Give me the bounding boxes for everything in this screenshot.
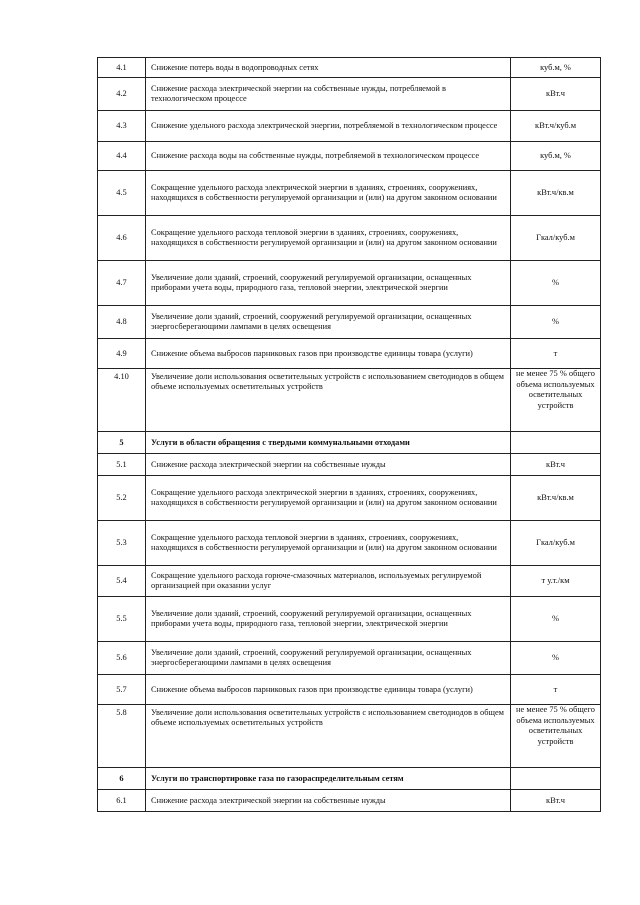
table-row xyxy=(98,216,601,261)
row-description: Увеличение доли использования осветительных устройств с использованием светодиодов в общем объеме используемых осветительных устройств xyxy=(146,705,511,768)
row-unit: куб.м, % xyxy=(511,142,601,171)
row-description: Увеличение доли зданий, строений, сооружений регулируемой организации, оснащенных энергосберегающими лампами в целях освещения xyxy=(146,306,511,339)
row-number: 4.9 xyxy=(98,339,146,369)
table-row xyxy=(98,171,601,216)
row-description: Снижение расхода электрической энергии на собственные нужды xyxy=(146,790,511,812)
row-number: 4.1 xyxy=(98,58,146,78)
row-unit: кВт.ч/кв.м xyxy=(511,171,601,216)
table-row xyxy=(98,566,601,597)
row-description: Увеличение доли зданий, строений, сооружений регулируемой организации, оснащенных приборами учета воды, природного газа, тепловой энергии, электрической энергии xyxy=(146,597,511,642)
row-description: Увеличение доли зданий, строений, сооружений регулируемой организации, оснащенных приборами учета воды, природного газа, тепловой энергии, электрической энергии xyxy=(146,261,511,306)
row-description: Увеличение доли использования осветительных устройств с использованием светодиодов в общем объеме используемых осветительных устройств xyxy=(146,369,511,432)
row-description: Сокращение удельного расхода горюче-смазочных материалов, используемых регулируемой организацией при оказании услуг xyxy=(146,566,511,597)
row-number: 5.4 xyxy=(98,566,146,597)
row-unit: Гкал/куб.м xyxy=(511,216,601,261)
row-number: 4.4 xyxy=(98,142,146,171)
table-row xyxy=(98,790,601,812)
row-description: Услуги в области обращения с твердыми коммунальными отходами xyxy=(146,432,511,454)
section-row xyxy=(98,768,601,790)
row-number: 5.7 xyxy=(98,675,146,705)
row-unit: не менее 75 % общего объема используемых осветительных устройств xyxy=(511,705,601,768)
row-number: 4.8 xyxy=(98,306,146,339)
row-unit: кВт.ч/куб.м xyxy=(511,111,601,142)
row-unit: % xyxy=(511,261,601,306)
table-row xyxy=(98,476,601,521)
row-description: Сокращение удельного расхода тепловой энергии в зданиях, строениях, сооружениях, находящихся в собственности регулируемой организации и (или) на другом законном основании xyxy=(146,521,511,566)
row-description: Сокращение удельного расхода электрической энергии в зданиях, строениях, сооружениях, находящихся в собственности регулируемой организации и (или) на другом законном основании xyxy=(146,476,511,521)
row-unit: не менее 75 % общего объема используемых осветительных устройств xyxy=(511,369,601,432)
row-number: 5.1 xyxy=(98,454,146,476)
row-number: 4.7 xyxy=(98,261,146,306)
table-row xyxy=(98,339,601,369)
row-number: 6.1 xyxy=(98,790,146,812)
row-unit: Гкал/куб.м xyxy=(511,521,601,566)
row-number: 4.6 xyxy=(98,216,146,261)
row-number: 4.10 xyxy=(98,369,146,432)
table-row xyxy=(98,306,601,339)
row-unit xyxy=(511,432,601,454)
table-row xyxy=(98,58,601,78)
row-description: Снижение удельного расхода электрической энергии, потребляемой в технологическом процессе xyxy=(146,111,511,142)
table-row xyxy=(98,642,601,675)
row-number: 5.2 xyxy=(98,476,146,521)
table-row xyxy=(98,521,601,566)
row-description: Снижение расхода воды на собственные нужды, потребляемой в технологическом процессе xyxy=(146,142,511,171)
row-description: Увеличение доли зданий, строений, сооружений регулируемой организации, оснащенных энергосберегающими лампами в целях освещения xyxy=(146,642,511,675)
row-unit: куб.м, % xyxy=(511,58,601,78)
row-number: 4.3 xyxy=(98,111,146,142)
row-unit: % xyxy=(511,642,601,675)
row-unit: кВт.ч/кв.м xyxy=(511,476,601,521)
row-number: 5.3 xyxy=(98,521,146,566)
row-unit: кВт.ч xyxy=(511,454,601,476)
measures-table xyxy=(97,57,601,812)
row-unit: т у.т./км xyxy=(511,566,601,597)
row-unit: т xyxy=(511,339,601,369)
row-description: Сокращение удельного расхода электрической энергии в зданиях, строениях, сооружениях, находящихся в собственности регулируемой организации и (или) на другом законном основании xyxy=(146,171,511,216)
row-unit: % xyxy=(511,306,601,339)
row-description: Снижение расхода электрической энергии на собственные нужды, потребляемой в технологическом процессе xyxy=(146,78,511,111)
table-row xyxy=(98,111,601,142)
row-description: Снижение объема выбросов парниковых газов при производстве единицы товара (услуги) xyxy=(146,675,511,705)
row-number: 5.6 xyxy=(98,642,146,675)
row-unit xyxy=(511,768,601,790)
document-page xyxy=(97,57,595,812)
row-unit: % xyxy=(511,597,601,642)
row-number: 5.8 xyxy=(98,705,146,768)
table-row xyxy=(98,705,601,768)
row-description: Снижение объема выбросов парниковых газов при производстве единицы товара (услуги) xyxy=(146,339,511,369)
table-body xyxy=(98,58,601,812)
table-row xyxy=(98,454,601,476)
table-row xyxy=(98,78,601,111)
table-row xyxy=(98,675,601,705)
row-number: 6 xyxy=(98,768,146,790)
row-unit: т xyxy=(511,675,601,705)
row-unit: кВт.ч xyxy=(511,78,601,111)
row-number: 5 xyxy=(98,432,146,454)
row-description: Снижение расхода электрической энергии на собственные нужды xyxy=(146,454,511,476)
table-row xyxy=(98,369,601,432)
table-row xyxy=(98,261,601,306)
table-row xyxy=(98,597,601,642)
row-description: Сокращение удельного расхода тепловой энергии в зданиях, строениях, сооружениях, находящихся в собственности регулируемой организации и (или) на другом законном основании xyxy=(146,216,511,261)
row-number: 4.5 xyxy=(98,171,146,216)
row-number: 4.2 xyxy=(98,78,146,111)
row-number: 5.5 xyxy=(98,597,146,642)
row-unit: кВт.ч xyxy=(511,790,601,812)
row-description: Услуги по транспортировке газа по газораспределительным сетям xyxy=(146,768,511,790)
row-description: Снижение потерь воды в водопроводных сетях xyxy=(146,58,511,78)
section-row xyxy=(98,432,601,454)
table-row xyxy=(98,142,601,171)
